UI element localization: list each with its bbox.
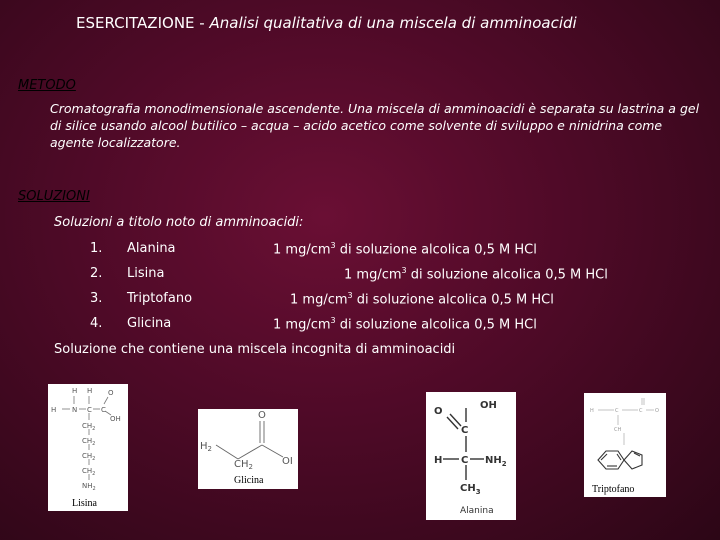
atom-label: OI [282, 456, 293, 467]
atom-label: O [258, 410, 266, 421]
soluzioni-heading: SOLUZIONI [18, 189, 90, 204]
triptofano-structure [584, 393, 666, 497]
glicina-structure [198, 409, 298, 489]
metodo-line: di silice usando alcool butilico – acqua – acido acetico come solvente di sviluppo e ninidrina come [50, 118, 663, 133]
atom-label: $CH_2$ [82, 467, 96, 477]
metodo-line: agente localizzatore. [50, 135, 181, 150]
svg-text:C: C [615, 408, 619, 414]
atom-label: O [434, 406, 443, 417]
atom-label: $NH_2$ [82, 482, 96, 492]
svg-text:C: C [639, 408, 643, 414]
atom-label: C [101, 406, 106, 414]
metodo-paragraph [50, 100, 715, 151]
svg-text:CH: CH [614, 427, 622, 433]
atom-label: $CH_3$ [460, 483, 481, 496]
lisina-caption: Lisina [72, 498, 97, 509]
atom-label: $NH_2$ [485, 455, 507, 468]
atom-label: N [72, 406, 78, 414]
atom-label: $CH_2$ [82, 437, 96, 447]
item-number: 3. [90, 291, 103, 306]
atom-label: H [51, 406, 57, 414]
atom-label: C [87, 406, 92, 414]
alanina-caption: Alanina [460, 506, 494, 516]
atom-label: $CH_2$ [82, 422, 96, 432]
svg-text:H: H [590, 408, 594, 414]
atom-label: C [461, 455, 469, 466]
glicina-caption: Glicina [234, 475, 264, 486]
atom-label: OH [480, 400, 497, 411]
metodo-heading: METODO [18, 78, 76, 93]
atom-label: $CH_2$ [234, 459, 253, 471]
atom-label: $CH_2$ [82, 452, 96, 462]
atom-label: OH [110, 415, 121, 423]
item-number: 2. [90, 266, 103, 281]
item-concentration: 1 $mg/cm^3$ di soluzione alcolica 0,5 M HCl [344, 266, 608, 283]
atom-label: H [72, 387, 78, 395]
triptofano-caption: Triptofano [592, 484, 635, 495]
item-name: Lisina [127, 266, 165, 281]
atom-label: O [108, 389, 114, 397]
unknown-solution-text: Soluzione che contiene una miscela incognita di amminoacidi [54, 342, 456, 357]
item-number: 4. [90, 316, 103, 331]
title-prefix: ESERCITAZIONE - [76, 14, 205, 32]
atom-label: H [87, 387, 93, 395]
item-name: Triptofano [127, 291, 193, 306]
atom-label: C [461, 425, 469, 436]
atom-label: $H_2$ [200, 441, 212, 453]
title-main: Analisi qualitativa di una miscela di amminoacidi [209, 14, 577, 32]
item-concentration: 1 $mg/cm^3$ di soluzione alcolica 0,5 M HCl [273, 316, 537, 333]
soluzioni-intro: Soluzioni a titolo noto di amminoacidi: [54, 215, 304, 230]
atom-label: H [434, 455, 443, 466]
metodo-line: Cromatografia monodimensionale ascendente. Una miscela di amminoacidi è separata su lastrina a gel [50, 101, 700, 116]
item-name: Alanina [127, 241, 176, 256]
svg-text:O: O [655, 408, 659, 414]
item-concentration: 1 $mg/cm^3$ di soluzione alcolica 0,5 M HCl [273, 241, 537, 258]
alanina-structure [426, 392, 516, 520]
lisina-structure [48, 384, 128, 511]
item-name: Glicina [127, 316, 172, 331]
item-concentration: 1 $mg/cm^3$ di soluzione alcolica 0,5 M HCl [290, 291, 554, 308]
page-title [76, 14, 577, 32]
item-number: 1. [90, 241, 103, 256]
